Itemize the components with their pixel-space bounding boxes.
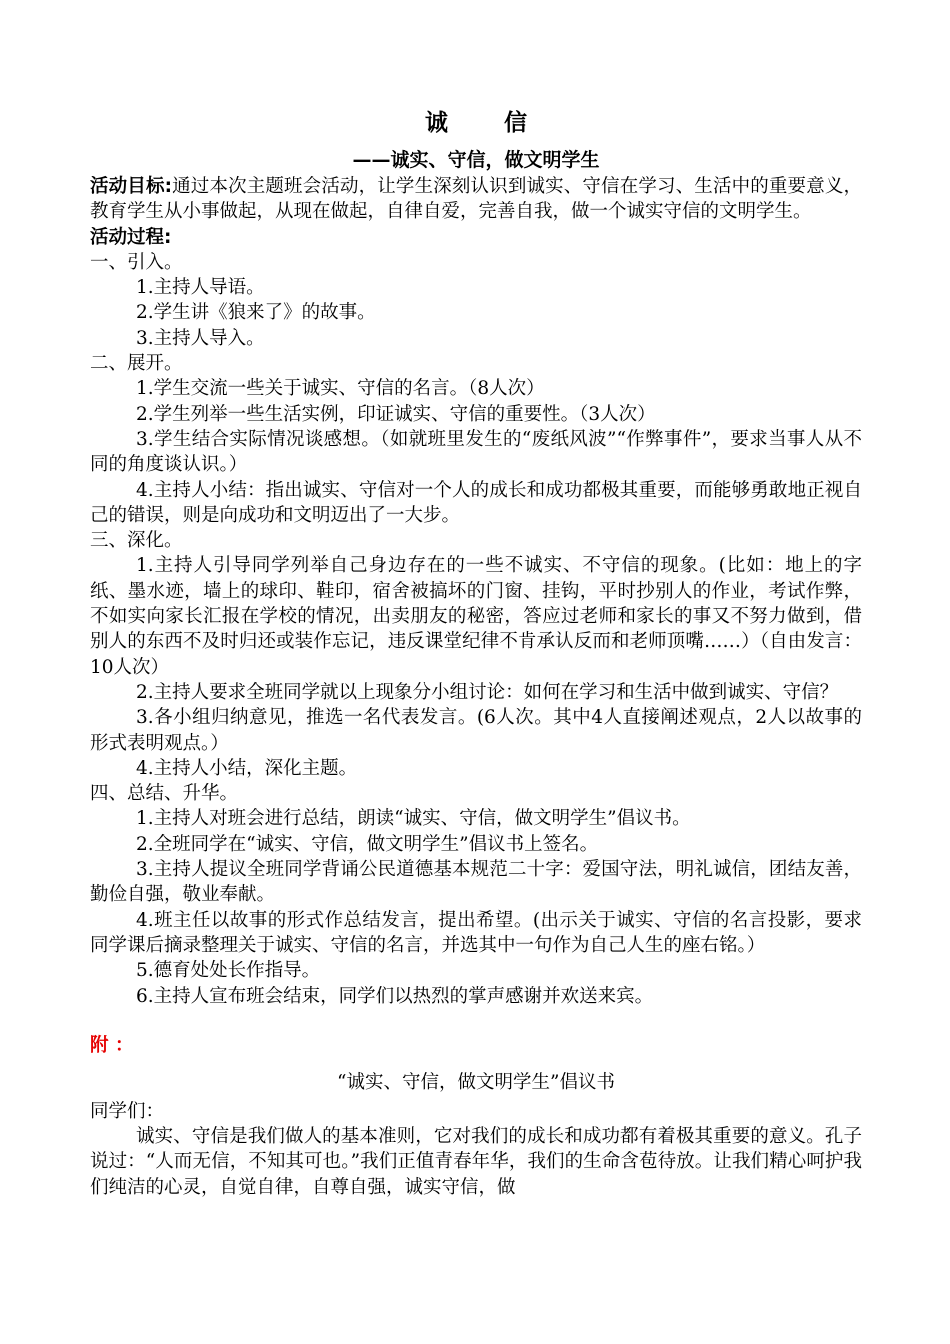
section-item: 1.主持人导语。 [136, 277, 265, 299]
section-item: 4.主持人小结：指出诚实、守信对一个人的成长和成功都极其重要，而能够勇敢地正视自己的错误，则是向成功和文明迈出了一大步。 [90, 479, 862, 526]
section-item: 4.主持人小结，深化主题。 [136, 757, 358, 779]
activity-goal-text: 通过本次主题班会活动，让学生深刻认识到诚实、守信在学习、生活中的重要意义，教育学生从小事做起，从现在做起，自律自爱，完善自我，做一个诚实守信的文明学生。 [90, 176, 862, 223]
section-heading: 一、引入。 [90, 251, 183, 273]
section-item: 4.班主任以故事的形式作总结发言，提出希望。(出示关于诚实、守信的名言投影，要求同学课后摘录整理关于诚实、守信的名言，并选其中一句作为自己人生的座右铭。） [90, 909, 862, 956]
section-intro [90, 250, 862, 351]
section-heading: 三、深化。 [90, 530, 183, 552]
document-page [90, 106, 862, 1200]
section-item: 2.学生列举一些生活实例，印证诚实、守信的重要性。（3人次） [136, 403, 656, 425]
appendix-greeting: 同学们： [90, 1100, 165, 1122]
appendix-title: “诚实、守信，做文明学生”倡议书 [337, 1071, 615, 1093]
section-item: 5.德育处处长作指导。 [136, 960, 321, 982]
section-expand [90, 351, 862, 528]
section-item: 3.学生结合实际情况谈感想。（如就班里发生的“废纸风波”“作弊事件”，要求当事人从不同的角度谈认识。） [90, 428, 862, 476]
section-item: 2.主持人要求全班同学就以上现象分小组讨论：如何在学习和生活中做到诚实、守信？ [136, 681, 839, 703]
section-item: 6.主持人宣布班会结束，同学们以热烈的掌声感谢并欢送来宾。 [136, 985, 654, 1007]
section-item: 1.主持人引导同学列举自己身边存在的一些不诚实、不守信的现象。(比如：地上的字纸、墨水迹，墙上的球印、鞋印，宿舍被搞坏的门窗、挂钩，平时抄别人的作业，考试作弊，不如实向家长汇报在学校的情况，出卖朋友的秘密，答应过老师和家长的事又不努力做到，借别人的东西不及时归还或装作忘记，违反课堂纪律不肯承认反而和老师顶嘴……）（自由发言：10人次） [90, 555, 862, 678]
section-item: 3.主持人提议全班同学背诵公民道德基本规范二十字：爱国守法，明礼诚信，团结友善，勤俭自强，敬业奉献。 [90, 859, 862, 906]
activity-goal-paragraph [90, 174, 862, 225]
section-item: 2.学生讲《狼来了》的故事。 [136, 302, 376, 324]
section-item: 3.各小组归纳意见，推选一名代表发言。(6人次。其中4人直接阐述观点，2人以故事的形式表明观点。） [90, 707, 862, 754]
document-subtitle: ——诚实、守信，做文明学生 [352, 149, 600, 171]
section-item: 2.全班同学在“诚实、守信，做文明学生”倡议书上签名。 [136, 833, 599, 855]
section-deepen [90, 528, 862, 781]
section-item: 3.主持人导入。 [136, 327, 265, 349]
activity-goal-label: 活动目标: [90, 176, 172, 197]
section-heading: 四、总结、升华。 [90, 783, 239, 805]
appendix [90, 1031, 862, 1200]
appendix-body: 诚实、守信是我们做人的基本准则，它对我们的成长和成功都有着极其重要的意义。孔子说过：“人而无信，不知其可也。”我们正值青春年华，我们的生命含苞待放。让我们精心呵护我们纯洁的心灵，自觉自律，自尊自强，诚实守信，做 [90, 1126, 862, 1198]
activity-process-label: 活动过程: [90, 226, 172, 248]
section-item: 1.学生交流一些关于诚实、守信的名言。（8人次） [136, 378, 545, 400]
section-item: 1.主持人对班会进行总结，朗读“诚实、守信，做文明学生”倡议书。 [136, 808, 691, 830]
section-heading: 二、展开。 [90, 353, 183, 375]
section-summary [90, 781, 862, 1009]
appendix-label: 附 ： [90, 1034, 134, 1056]
document-title: 诚 信 [424, 110, 551, 136]
